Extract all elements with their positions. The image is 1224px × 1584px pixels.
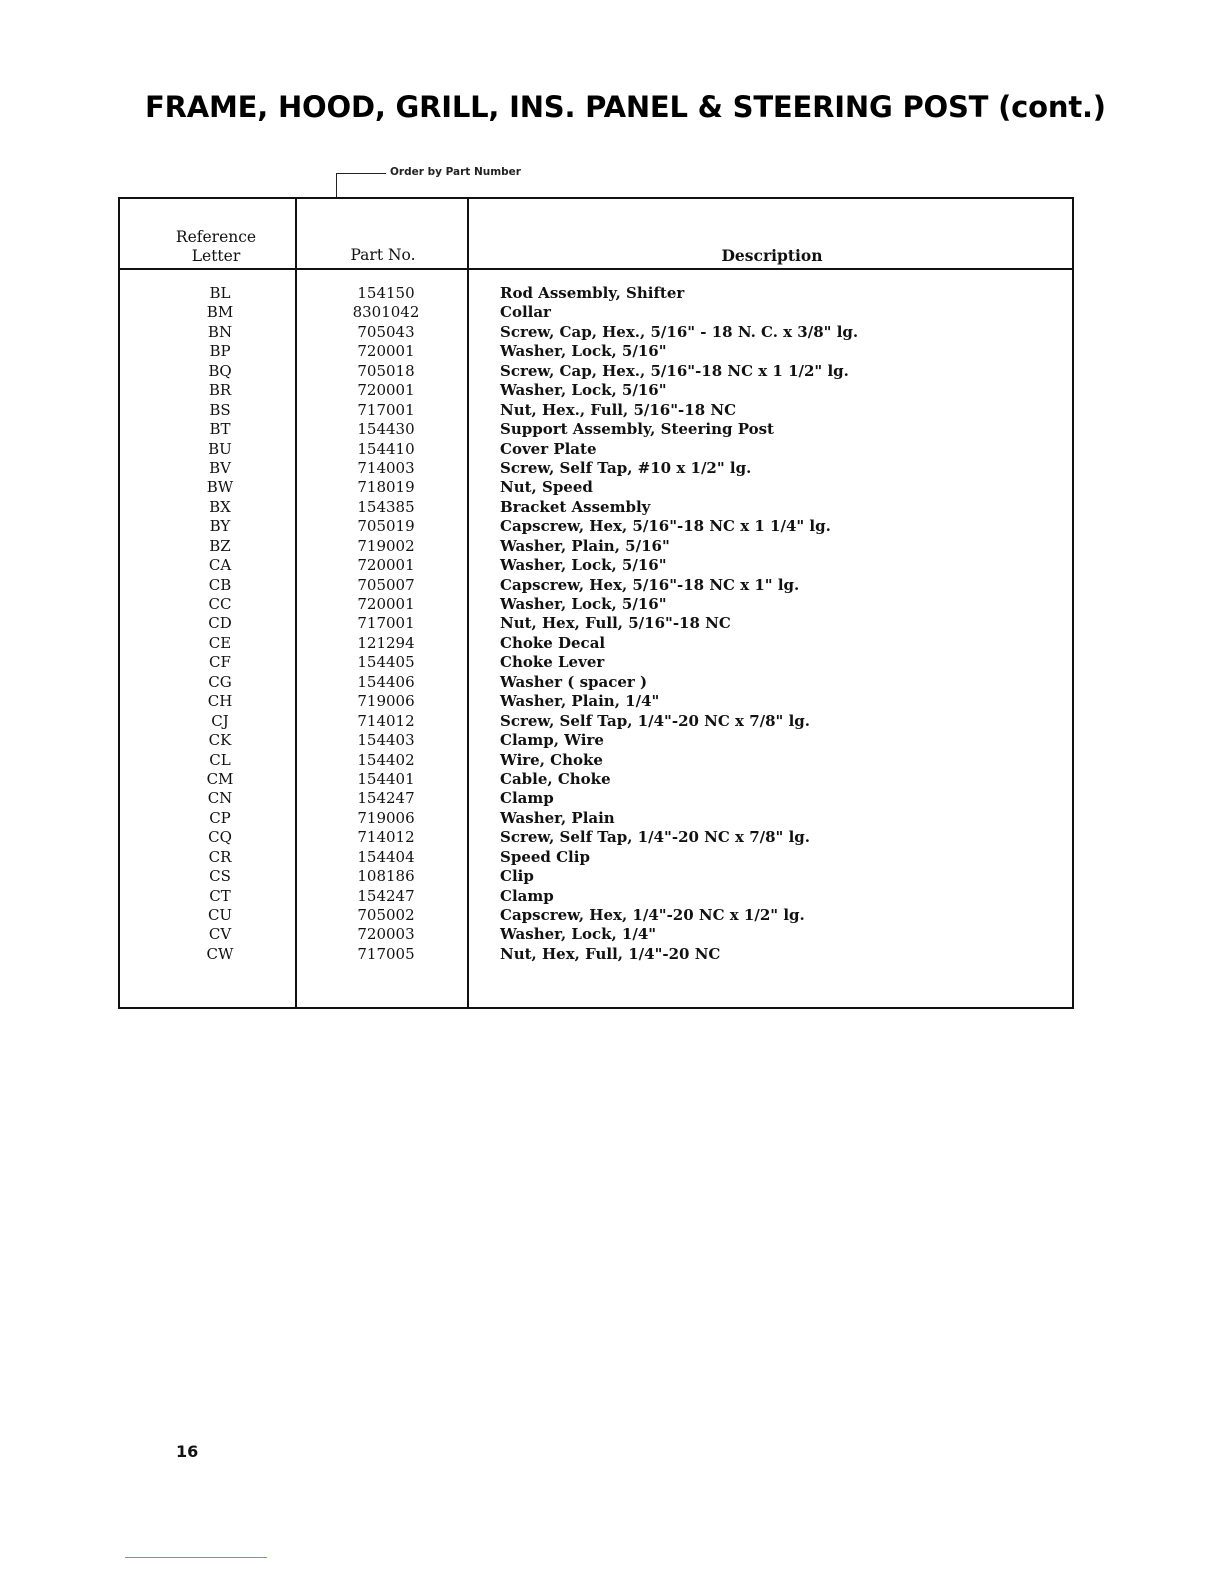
description-cell: Bracket Assembly xyxy=(500,497,651,516)
description-cell: Clamp xyxy=(500,886,554,905)
description-cell: Screw, Cap, Hex., 5/16" - 18 N. C. x 3/8" lg. xyxy=(500,322,859,341)
table-row xyxy=(120,284,1070,303)
table-row xyxy=(120,751,1070,770)
table-row xyxy=(120,770,1070,789)
description-cell: Washer ( spacer ) xyxy=(500,672,648,691)
header-reference-line1: Reference xyxy=(175,228,257,246)
table-row xyxy=(120,323,1070,342)
part-number-cell: 8301042 xyxy=(352,303,420,322)
part-number-cell: 720003 xyxy=(357,925,415,944)
part-number-cell: 717001 xyxy=(357,614,415,633)
description-cell: Nut, Hex, Full, 1/4"-20 NC xyxy=(500,944,721,963)
reference-letter-cell: CB xyxy=(208,575,232,594)
reference-letter-cell: BS xyxy=(209,400,231,419)
table-row xyxy=(120,673,1070,692)
description-cell: Nut, Hex, Full, 5/16"-18 NC xyxy=(500,614,731,633)
reference-letter-cell: CE xyxy=(208,633,232,652)
reference-letter-cell: BP xyxy=(209,342,231,361)
table-row xyxy=(120,614,1070,633)
description-cell: Nut, Hex., Full, 5/16"-18 NC xyxy=(500,400,737,419)
part-number-cell: 154385 xyxy=(357,497,415,516)
reference-letter-cell: CU xyxy=(207,906,233,924)
description-cell: Washer, Lock, 5/16" xyxy=(500,556,667,575)
description-cell: Wire, Choke xyxy=(500,750,603,769)
reference-letter-cell: CV xyxy=(208,925,232,944)
reference-letter-cell: CP xyxy=(209,808,231,827)
order-note-leader-vertical xyxy=(336,173,337,197)
table-row xyxy=(120,576,1070,595)
header-reference-letter xyxy=(120,228,312,266)
reference-letter-cell: CK xyxy=(208,731,232,750)
reference-letter-cell: BL xyxy=(209,284,231,302)
reference-letter-cell: CH xyxy=(207,692,233,711)
reference-letter-cell: CA xyxy=(208,556,232,575)
description-cell: Capscrew, Hex, 5/16"-18 NC x 1" lg. xyxy=(500,575,800,594)
reference-letter-cell: CL xyxy=(209,750,231,769)
header-description: Description xyxy=(721,246,823,265)
header-reference-line2: Letter xyxy=(191,247,241,265)
table-row xyxy=(120,712,1070,731)
page-number: 16 xyxy=(176,1442,199,1461)
part-number-cell: 705043 xyxy=(357,322,415,341)
table-row xyxy=(120,420,1070,439)
part-number-cell: 720001 xyxy=(357,556,415,575)
table-row xyxy=(120,498,1070,517)
header-divider xyxy=(118,268,1074,270)
part-number-cell: 154405 xyxy=(357,653,415,672)
description-cell: Washer, Lock, 1/4" xyxy=(500,925,657,944)
reference-letter-cell: BM xyxy=(206,303,234,322)
description-cell: Choke Decal xyxy=(500,633,606,652)
table-row xyxy=(120,653,1070,672)
description-cell: Collar xyxy=(500,303,551,322)
part-number-cell: 121294 xyxy=(357,633,415,652)
table-row xyxy=(120,440,1070,459)
table-row xyxy=(120,789,1070,808)
part-number-cell: 714012 xyxy=(357,711,415,730)
reference-letter-cell: CD xyxy=(208,614,232,633)
description-cell: Screw, Cap, Hex., 5/16"-18 NC x 1 1/2" lg. xyxy=(500,361,849,380)
reference-letter-cell: CS xyxy=(209,867,231,886)
part-number-cell: 705007 xyxy=(357,575,415,594)
reference-letter-cell: CN xyxy=(207,789,233,808)
table-row xyxy=(120,925,1070,944)
table-row xyxy=(120,595,1070,614)
table-row xyxy=(120,478,1070,497)
reference-letter-cell: BW xyxy=(206,478,234,497)
reference-letter-cell: BV xyxy=(209,458,231,477)
part-number-cell: 154410 xyxy=(357,439,415,458)
reference-letter-cell: BT xyxy=(209,420,231,439)
footer-rule xyxy=(125,1557,267,1558)
description-cell: Rod Assembly, Shifter xyxy=(500,284,685,302)
table-row xyxy=(120,556,1070,575)
description-cell: Washer, Plain xyxy=(500,808,615,827)
reference-letter-cell: BU xyxy=(208,439,232,458)
part-number-cell: 714003 xyxy=(357,458,415,477)
part-number-cell: 154401 xyxy=(357,769,415,788)
description-cell: Washer, Lock, 5/16" xyxy=(500,595,667,613)
part-number-cell: 719006 xyxy=(357,808,415,827)
part-number-cell: 154403 xyxy=(357,731,415,750)
table-row xyxy=(120,906,1070,925)
table-row xyxy=(120,537,1070,556)
table-row xyxy=(120,303,1070,322)
part-number-cell: 717005 xyxy=(357,944,415,963)
reference-letter-cell: BZ xyxy=(209,536,231,555)
description-cell: Choke Lever xyxy=(500,653,605,672)
description-cell: Capscrew, Hex, 1/4"-20 NC x 1/2" lg. xyxy=(500,906,805,924)
reference-letter-cell: BR xyxy=(208,381,232,400)
part-number-cell: 154150 xyxy=(357,284,415,302)
order-note: Order by Part Number xyxy=(390,166,521,178)
reference-letter-cell: BQ xyxy=(208,361,232,380)
part-number-cell: 705019 xyxy=(357,517,415,536)
table-row xyxy=(120,401,1070,420)
description-cell: Screw, Self Tap, 1/4"-20 NC x 7/8" lg. xyxy=(500,828,810,847)
description-cell: Washer, Lock, 5/16" xyxy=(500,342,667,361)
reference-letter-cell: BX xyxy=(209,497,231,516)
description-cell: Clamp, Wire xyxy=(500,731,604,750)
table-row xyxy=(120,362,1070,381)
table-row xyxy=(120,459,1070,478)
page-title: FRAME, HOOD, GRILL, INS. PANEL & STEERING POST (cont.) xyxy=(145,90,1106,124)
table-row xyxy=(120,692,1070,711)
part-number-cell: 720001 xyxy=(357,342,415,361)
reference-letter-cell: CC xyxy=(208,595,232,613)
description-cell: Nut, Speed xyxy=(500,478,593,497)
part-number-cell: 705002 xyxy=(357,906,415,924)
reference-letter-cell: BY xyxy=(209,517,231,536)
description-cell: Support Assembly, Steering Post xyxy=(500,420,774,439)
description-cell: Speed Clip xyxy=(500,847,590,866)
description-cell: Clamp xyxy=(500,789,554,808)
description-cell: Washer, Plain, 1/4" xyxy=(500,692,660,711)
table-row xyxy=(120,887,1070,906)
part-number-cell: 717001 xyxy=(357,400,415,419)
part-number-cell: 705018 xyxy=(357,361,415,380)
reference-letter-cell: CG xyxy=(208,672,232,691)
part-number-cell: 719006 xyxy=(357,692,415,711)
table-row xyxy=(120,342,1070,361)
reference-letter-cell: CW xyxy=(206,944,234,963)
table-row xyxy=(120,731,1070,750)
table-row xyxy=(120,517,1070,536)
description-cell: Screw, Self Tap, #10 x 1/2" lg. xyxy=(500,458,752,477)
table-row xyxy=(120,867,1070,886)
part-number-cell: 714012 xyxy=(357,828,415,847)
part-number-cell: 154247 xyxy=(357,886,415,905)
order-note-leader-horizontal xyxy=(336,173,386,174)
part-number-cell: 108186 xyxy=(357,867,415,886)
part-number-cell: 154406 xyxy=(357,672,415,691)
part-number-cell: 720001 xyxy=(357,381,415,400)
reference-letter-cell: CQ xyxy=(208,828,232,847)
description-cell: Washer, Lock, 5/16" xyxy=(500,381,667,400)
table-row xyxy=(120,848,1070,867)
part-number-cell: 154247 xyxy=(357,789,415,808)
table-row xyxy=(120,634,1070,653)
part-number-cell: 720001 xyxy=(357,595,415,613)
table-row xyxy=(120,809,1070,828)
part-number-cell: 719002 xyxy=(357,536,415,555)
description-cell: Capscrew, Hex, 5/16"-18 NC x 1 1/4" lg. xyxy=(500,517,831,536)
part-number-cell: 718019 xyxy=(357,478,415,497)
table-row xyxy=(120,381,1070,400)
header-part-no: Part No. xyxy=(350,246,416,264)
description-cell: Washer, Plain, 5/16" xyxy=(500,536,670,555)
part-number-cell: 154404 xyxy=(357,847,415,866)
description-cell: Cover Plate xyxy=(500,439,597,458)
description-cell: Cable, Choke xyxy=(500,769,611,788)
reference-letter-cell: CM xyxy=(206,769,234,788)
reference-letter-cell: CJ xyxy=(211,711,229,730)
table-row xyxy=(120,945,1070,964)
reference-letter-cell: CT xyxy=(209,886,231,905)
reference-letter-cell: BN xyxy=(207,322,233,341)
reference-letter-cell: CR xyxy=(208,847,232,866)
part-number-cell: 154402 xyxy=(357,750,415,769)
table-row xyxy=(120,828,1070,847)
reference-letter-cell: CF xyxy=(209,653,231,672)
description-cell: Screw, Self Tap, 1/4"-20 NC x 7/8" lg. xyxy=(500,711,810,730)
description-cell: Clip xyxy=(500,867,534,886)
part-number-cell: 154430 xyxy=(357,420,415,439)
parts-table-body xyxy=(120,284,1070,964)
